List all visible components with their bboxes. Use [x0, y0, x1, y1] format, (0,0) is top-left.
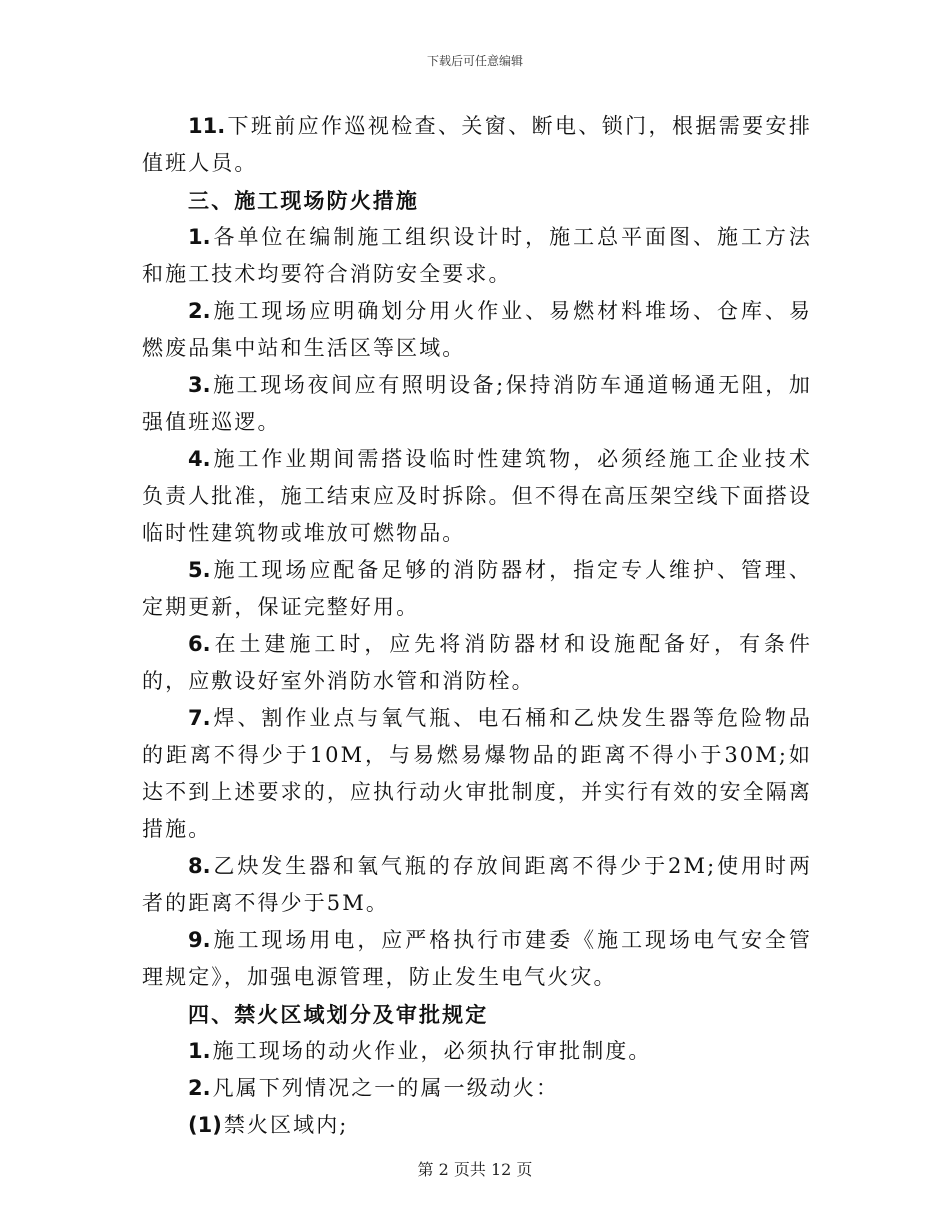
item-text: 禁火区域内; — [223, 1113, 349, 1137]
list-item — [142, 108, 812, 182]
list-item — [142, 626, 812, 700]
item-text: 凡属下列情况之一的属一级动火： — [212, 1076, 560, 1100]
list-item — [142, 1107, 812, 1144]
list-item — [142, 367, 812, 441]
list-item — [142, 848, 812, 922]
item-number: 9. — [188, 928, 211, 952]
item-number: 6. — [188, 632, 211, 656]
item-number: 2. — [188, 1076, 211, 1100]
item-number: 8. — [188, 854, 211, 878]
item-text: 施工作业期间需搭设临时性建筑物，必须经施工企业技术负责人批准，施工结束应及时拆除。但不得在高压架空线下面搭设临时性建筑物或堆放可燃物品。 — [142, 447, 812, 545]
item-number: 7. — [188, 706, 211, 730]
list-item — [142, 441, 812, 552]
page-header: 下载后可任意编辑 — [426, 54, 523, 68]
item-number: 4. — [188, 447, 211, 471]
item-number: 1. — [188, 225, 211, 249]
list-item — [142, 700, 812, 848]
item-number: 2. — [188, 299, 211, 323]
page-footer: 第 2 页共 12 页 — [417, 1160, 533, 1179]
list-item — [142, 1070, 812, 1107]
item-number: 5. — [188, 558, 211, 582]
item-text: 各单位在编制施工组织设计时，施工总平面图、施工方法和施工技术均要符合消防安全要求。 — [142, 225, 812, 286]
item-number: 11. — [188, 114, 226, 138]
list-item — [142, 293, 812, 367]
list-item — [142, 922, 812, 996]
list-item — [142, 552, 812, 626]
item-text: 焊、割作业点与氧气瓶、电石桶和乙炔发生器等危险物品的距离不得少于10M，与易燃易爆物品的距离不得小于30M;如达不到上述要求的，应执行动火审批制度，并实行有效的安全隔离措施。 — [142, 706, 812, 841]
list-item — [142, 1033, 812, 1070]
section-heading: 三、施工现场防火措施 — [188, 188, 419, 213]
list-item — [142, 219, 812, 293]
document-body — [142, 108, 812, 1144]
item-number: (1) — [188, 1113, 222, 1137]
item-number: 3. — [188, 373, 211, 397]
section-heading: 四、禁火区域划分及审批规定 — [188, 1002, 489, 1027]
item-text: 施工现场应明确划分用火作业、易燃材料堆场、仓库、易燃废品集中站和生活区等区域。 — [142, 299, 812, 360]
item-text: 施工现场用电，应严格执行市建委《施工现场电气安全管理规定》，加强电源管理，防止发生电气火灾。 — [142, 928, 812, 989]
item-text: 施工现场应配备足够的消防器材，指定专人维护、管理、定期更新，保证完整好用。 — [142, 558, 812, 619]
item-text: 在土建施工时，应先将消防器材和设施配备好，有条件的，应敷设好室外消防水管和消防栓。 — [142, 632, 812, 693]
item-number: 1. — [188, 1039, 211, 1063]
item-text: 乙炔发生器和氧气瓶的存放间距离不得少于2M;使用时两者的距离不得少于5M。 — [142, 854, 812, 915]
item-text: 施工现场的动火作业，必须执行审批制度。 — [212, 1039, 652, 1063]
item-text: 施工现场夜间应有照明设备;保持消防车通道畅通无阻，加强值班巡逻。 — [142, 373, 812, 434]
item-text: 下班前应作巡视检查、关窗、断电、锁门，根据需要安排值班人员。 — [142, 114, 812, 175]
